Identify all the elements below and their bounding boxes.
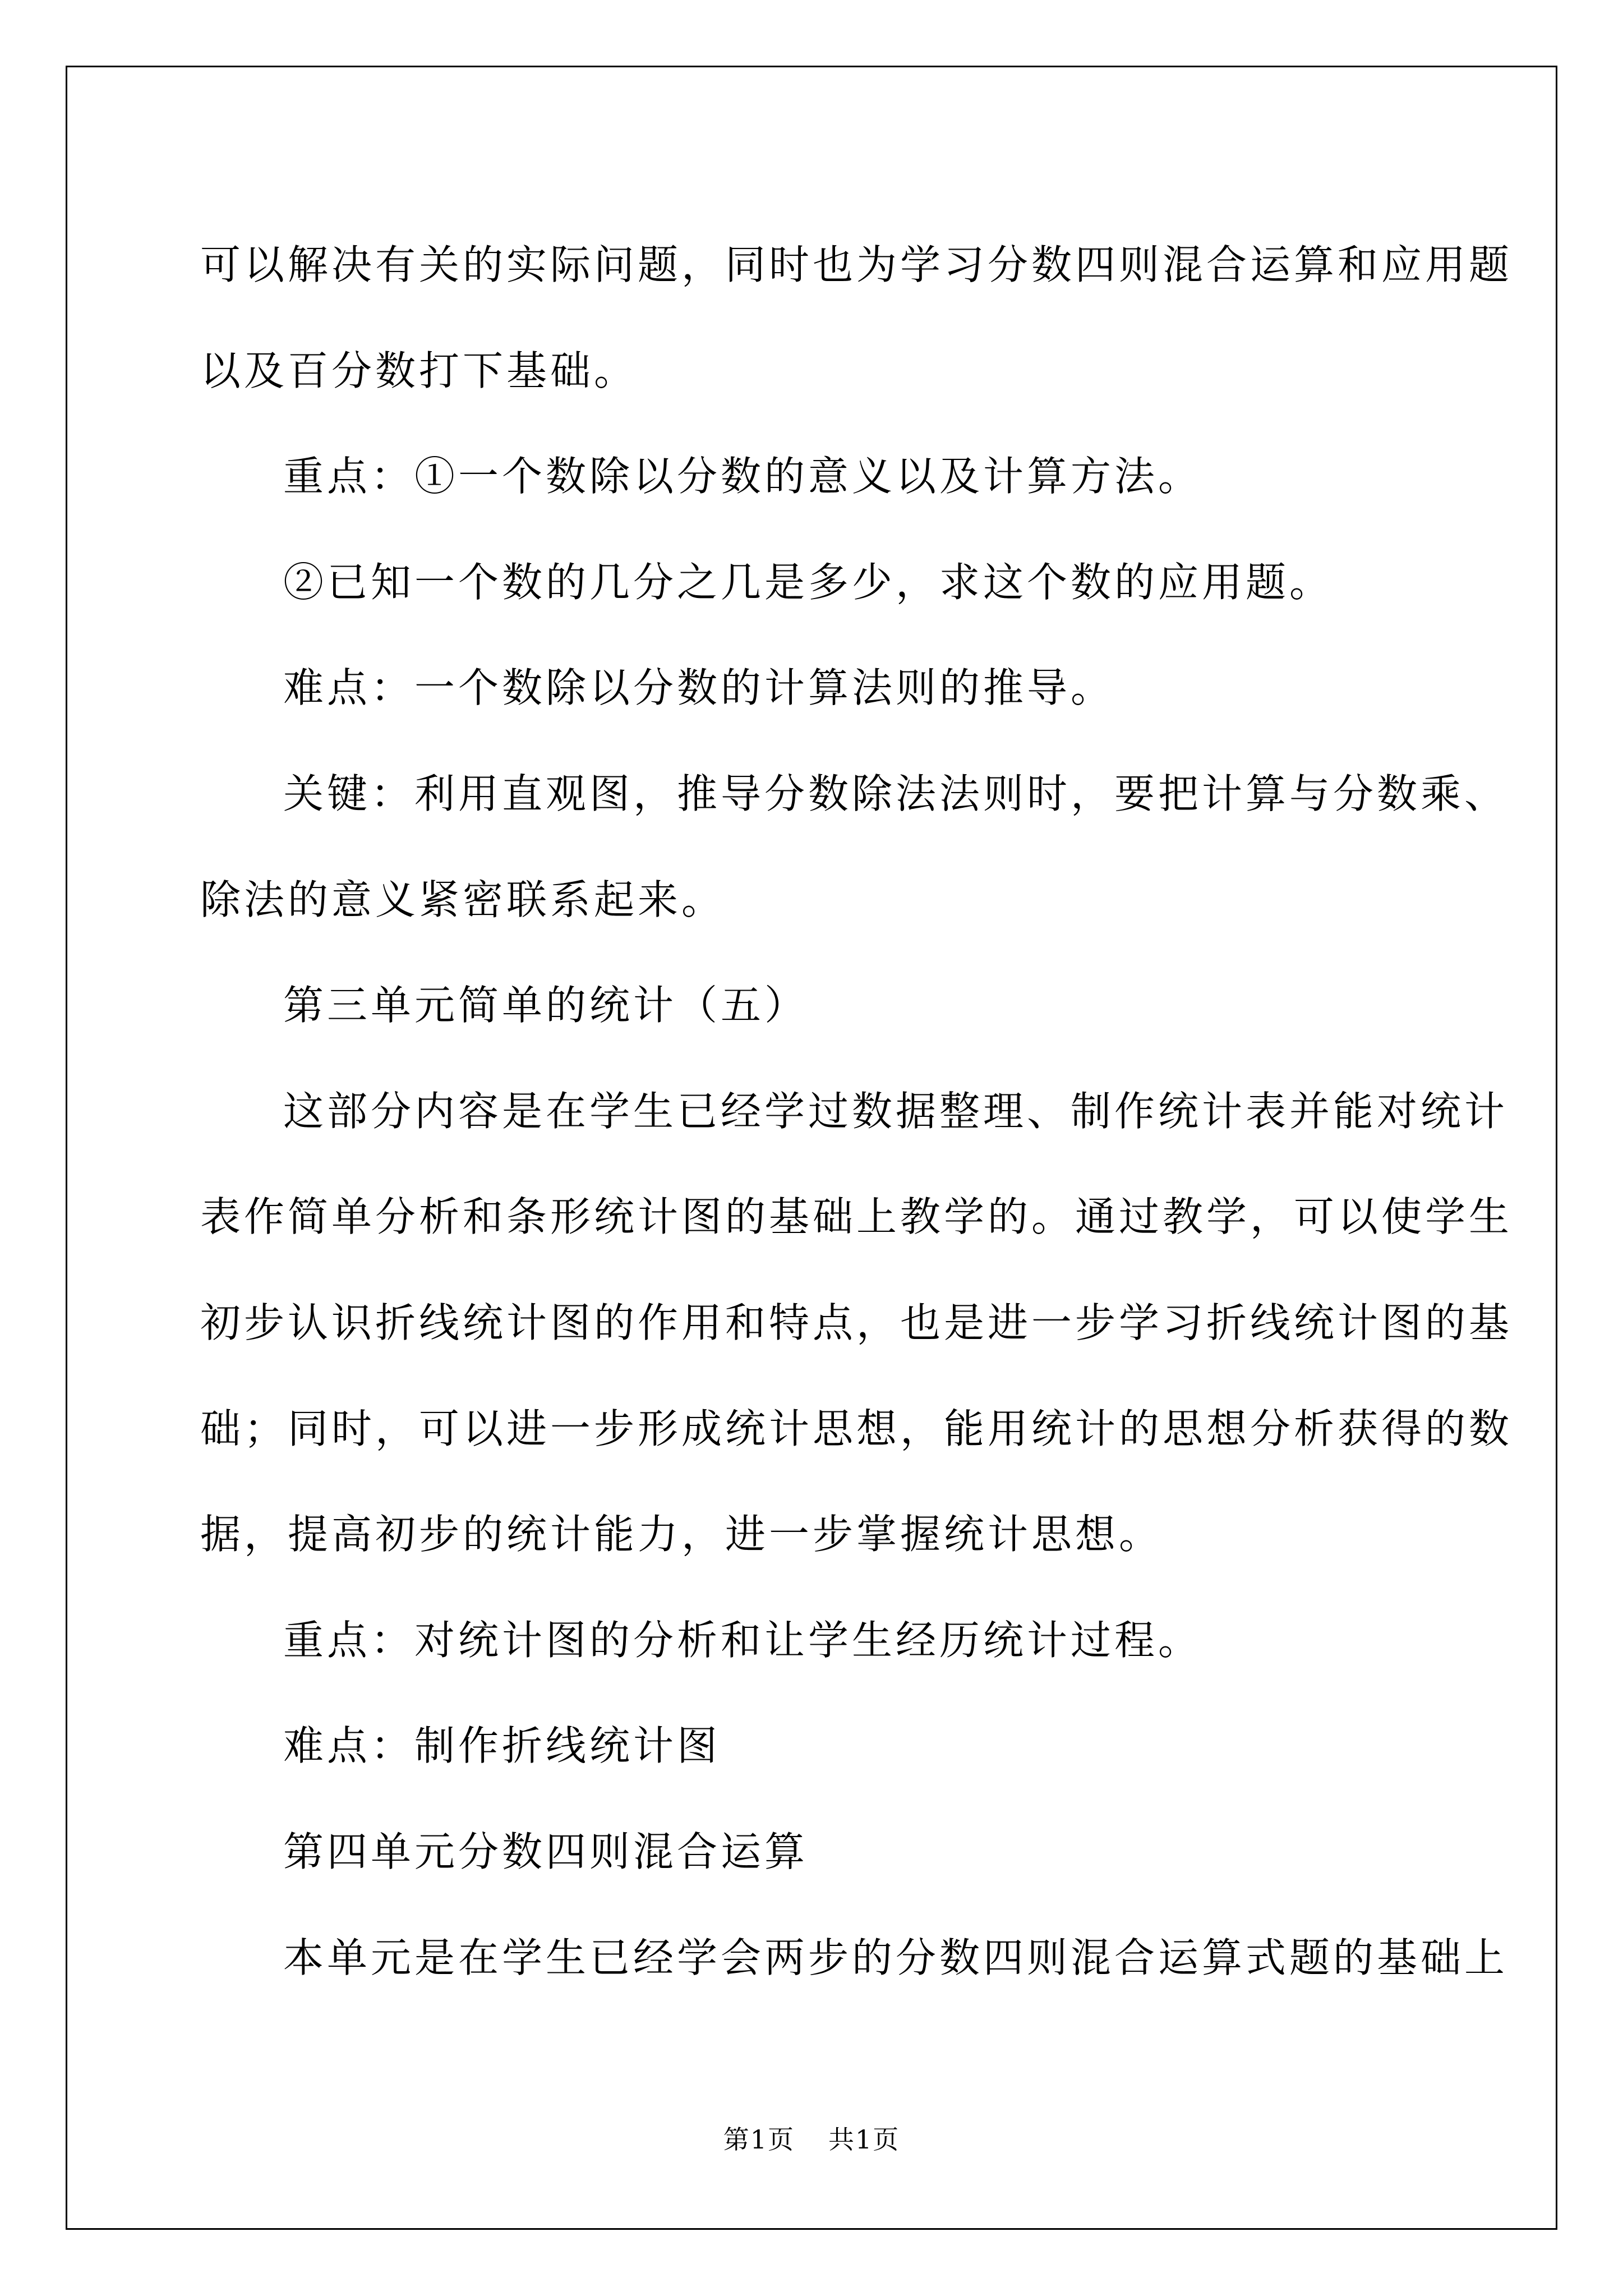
text-line-14: 重点：对统计图的分析和让学生经历统计过程。	[283, 1616, 1202, 1664]
text-line-12: 础；同时，可以进一步形成统计思想，能用统计的思想分析获得的数	[200, 1405, 1513, 1452]
text-line-2: 以及百分数打下基础。	[200, 347, 638, 394]
document-body	[200, 212, 1513, 2010]
text-line-3: 重点：①一个数除以分数的意义以及计算方法。	[283, 453, 1202, 500]
text-line-6: 关键：利用直观图，推导分数除法法则时，要把计算与分数乘、	[283, 770, 1509, 817]
text-line-7: 除法的意义紧密联系起来。	[200, 876, 726, 923]
text-line-11: 初步认识折线统计图的作用和特点，也是进一步学习折线统计图的基	[200, 1299, 1513, 1346]
page-footer	[0, 2123, 1623, 2156]
text-line-9: 这部分内容是在学生已经学过数据整理、制作统计表并能对统计	[283, 1087, 1509, 1135]
text-line-16: 第四单元分数四则混合运算	[283, 1828, 809, 1875]
text-line-15: 难点：制作折线统计图	[283, 1722, 721, 1770]
text-line-1: 可以解决有关的实际问题，同时也为学习分数四则混合运算和应用题	[200, 241, 1513, 288]
text-line-17: 本单元是在学生已经学会两步的分数四则混合运算式题的基础上	[283, 1934, 1509, 1981]
page-number: 第1页	[723, 2124, 795, 2155]
page-total: 共1页	[828, 2124, 900, 2155]
text-line-4: ②已知一个数的几分之几是多少，求这个数的应用题。	[283, 558, 1334, 606]
text-line-8: 第三单元简单的统计（五）	[283, 982, 809, 1029]
text-line-5: 难点：一个数除以分数的计算法则的推导。	[283, 664, 1115, 712]
text-line-13: 据，提高初步的统计能力，进一步掌握统计思想。	[200, 1511, 1163, 1558]
text-line-10: 表作简单分析和条形统计图的基础上教学的。通过教学，可以使学生	[200, 1193, 1513, 1241]
